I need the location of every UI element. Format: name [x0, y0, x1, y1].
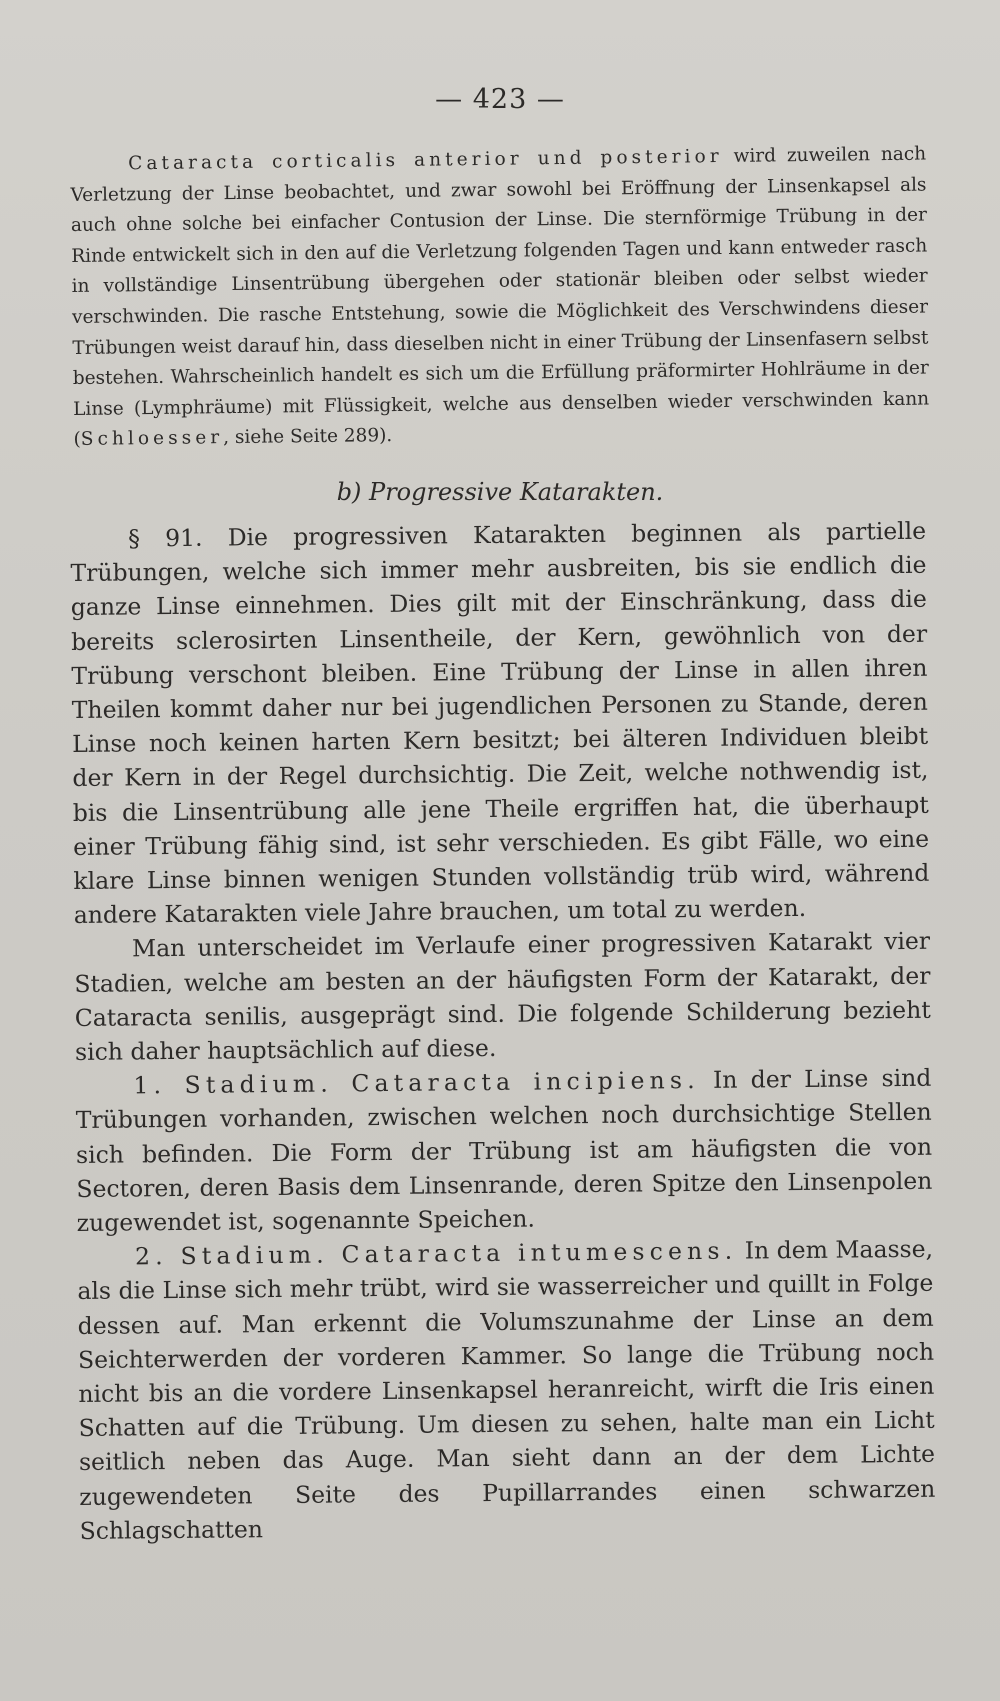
- page-number: — 423 —: [435, 84, 565, 115]
- intro-paragraph-block: [70, 140, 930, 456]
- intro-text-2: , siehe Seite 289).: [223, 425, 393, 449]
- stage-1-text: In der Linse sind Trübungen vorhanden, zwischen welchen noch durchsichtige Stellen sich befinden. Die Form der Trübung ist am häufigsten die von Sectoren, deren Basis dem Linsenrande, deren Spitze den Linsenpolen zugewendet ist, sogenannte Speichen.: [75, 1064, 933, 1238]
- intro-term: Cataracta corticalis anterior und posterior: [128, 146, 723, 175]
- section-91-text: Die progressiven Katarakten beginnen als partielle Trübungen, welche sich immer mehr ausbreiten, bis sie endlich die ganze Linse einnehmen. Dies gilt mit der Einschränkung, dass die bereits sclerosirten Linsentheile, der Kern, gewöhnlich von der Trübung verschont bleiben. Eine Trübung der Linse in allen ihren Theilen kommt daher nur bei jugendlichen Personen zu Stande, deren Linse noch keinen harten Kern besitzt; bei älteren Individuen bleibt der Kern in der Regel durchsichtig. Die Zeit, welche nothwendig ist, bis die Linsentrübung alle jene Theile ergriffen hat, die überhaupt einer Trübung fähig sind, ist sehr verschieden. Es gibt Fälle, wo eine klare Linse binnen wenigen Stunden vollständig trüb wird, während andere Katarakten viele Jahre brauchen, um total zu werden.: [70, 516, 930, 930]
- intro-paragraph: [70, 140, 930, 456]
- section-91-paragraph: [70, 514, 930, 933]
- stage-2-text: In dem Maasse, als die Linse sich mehr trübt, wird sie wasserreicher und quillt in Folge dessen auf. Man erkennt die Volumszunahme der Linse an dem Seichterwerden der vorderen Kammer. So lange die Trübung noch nicht bis an die vordere Linsenkapsel heranreicht, wirft die Iris einen Schatten auf die Trübung. Um diesen zu sehen, halte man ein Licht seitlich neben das Auge. Man sieht dann an der dem Lichte zugewendeten Seite des Pupillarrandes einen schwarzen Schlagschatten: [77, 1235, 936, 1545]
- stage-1-paragraph: [75, 1061, 933, 1240]
- stages-intro-paragraph: Man unterscheidet im Verlaufe einer progressiven Katarakt vier Stadien, welche am besten an der häufigsten Form der Katarakt, der Cataracta senilis, ausgeprägt sind. Die folgende Schilderung bezieht sich daher hauptsächlich auf diese.: [74, 927, 931, 1067]
- main-text-block: [70, 514, 936, 1548]
- stage-2-label: 2. Stadium. Cataracta intumescens.: [134, 1236, 738, 1271]
- section-91-mark: § 91.: [128, 523, 203, 553]
- stage-1-label: 1. Stadium. Cataracta incipiens.: [133, 1066, 700, 1100]
- intro-text-1: wird zuweilen nach Verletzung der Linse beobachtet, und zwar sowohl bei Eröffnung der Linsenkapsel als auch ohne solche bei einfacher Contusion der Linse. Die sternförmige Trübung in der Rinde entwickelt sich in den auf die Verletzung folgenden Tagen und kann entweder rasch in vollständige Linsentrübung übergehen oder stationär bleiben oder selbst wieder verschwinden. Die rasche Entstehung, sowie die Möglichkeit des Verschwindens dieser Trübungen weist darauf hin, dass dieselben nicht in einer Trübung der Linsenfasern selbst bestehen. Wahrscheinlich handelt es sich um die Erfüllung präformirter Hohlräume in der Linse (Lymphräume) mit Flüssigkeit, welche aus denselben wieder verschwinden kann (: [70, 143, 930, 451]
- stage-2-paragraph: [77, 1232, 936, 1548]
- intro-author: Schloesser: [80, 427, 224, 451]
- section-heading: b) Progressive Katarakten.: [336, 478, 664, 506]
